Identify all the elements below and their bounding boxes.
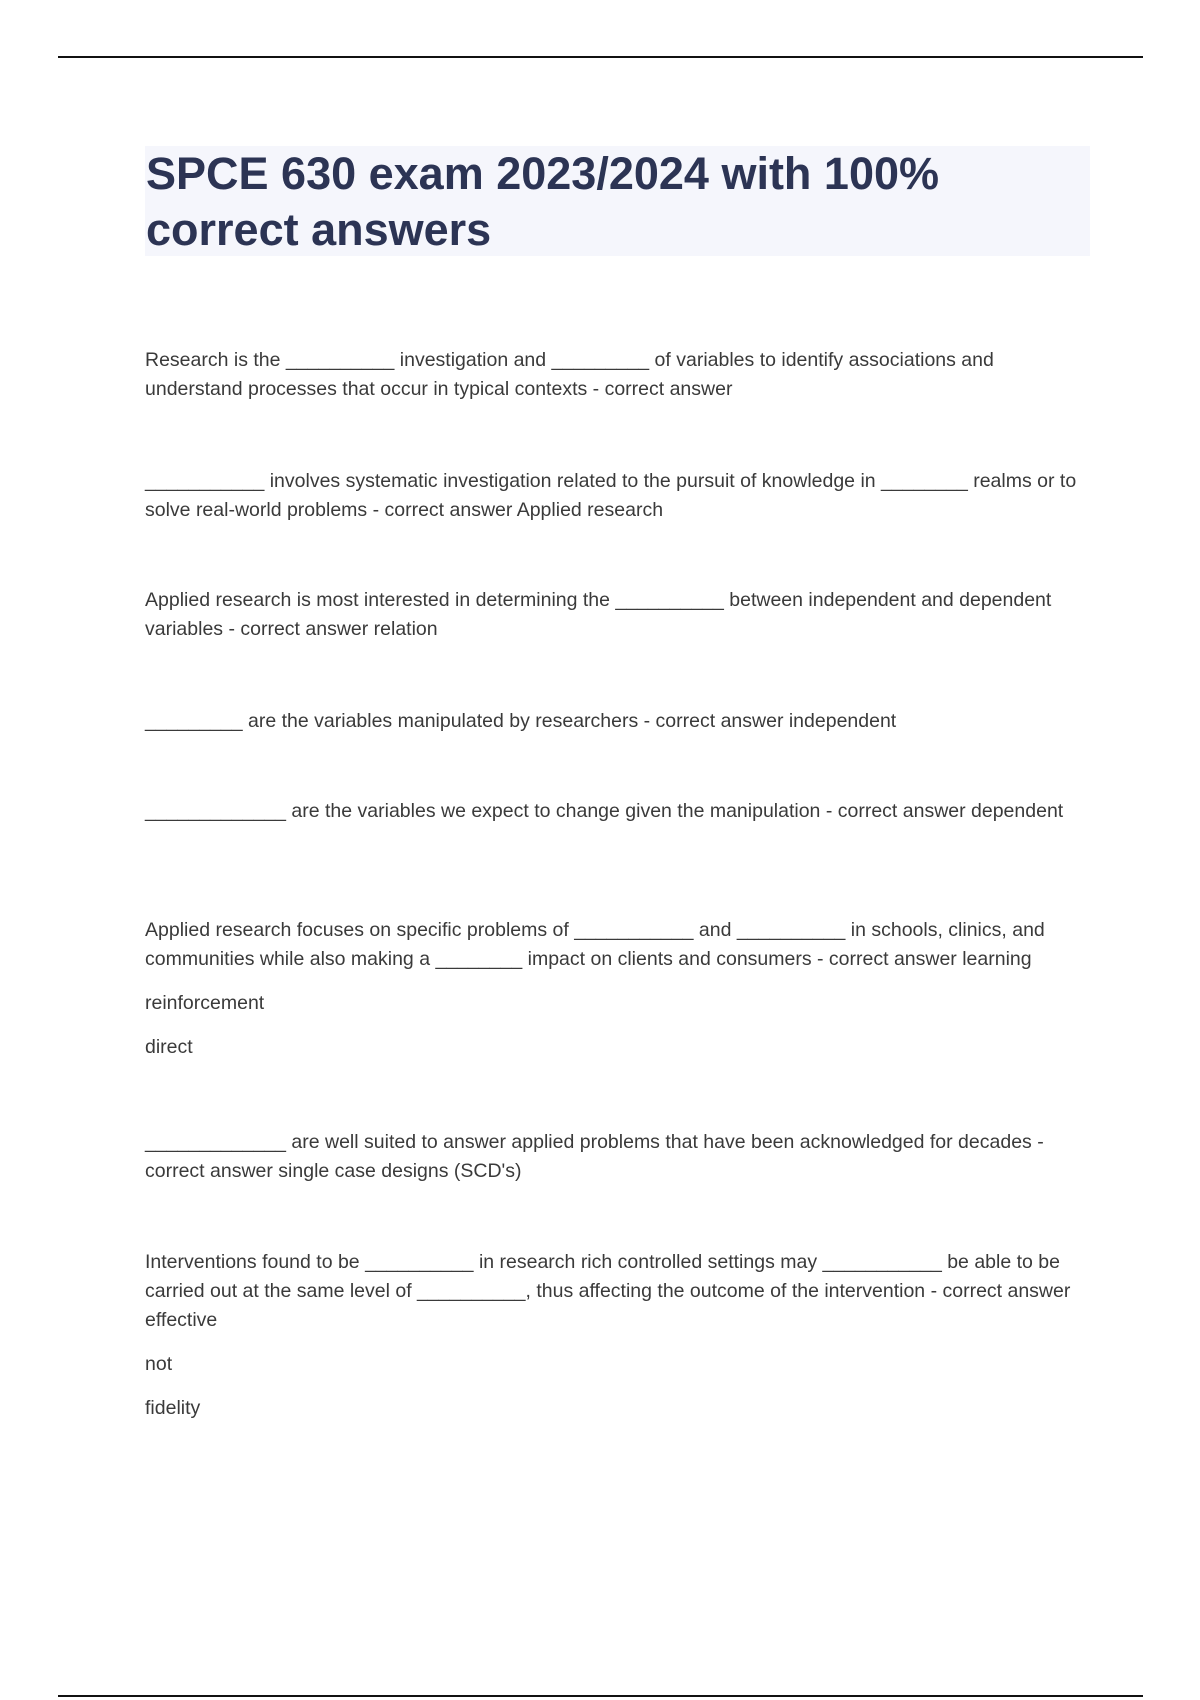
qa-question: Applied research focuses on specific problems of ___________ and __________ in schools, clinics, and communities while also making a ________ impact on clients and consumers - correct answer learning: [145, 919, 1045, 970]
top-rule: [58, 56, 1143, 58]
qa-question: _________ are the variables manipulated by researchers - correct answer independent: [145, 710, 897, 732]
qa-answer: reinforcement: [145, 992, 265, 1014]
qa-answer: fidelity: [145, 1397, 201, 1419]
page-title: SPCE 630 exam 2023/2024 with 100% correct answers: [146, 148, 940, 255]
qa-answer: not: [145, 1353, 173, 1375]
qa-question: Research is the __________ investigation and _________ of variables to identify associations and understand processes that occur in typical contexts - correct answer: [145, 349, 994, 400]
qa-item: [145, 346, 1080, 404]
qa-question: Applied research is most interested in determining the __________ between independent and dependent variables - correct answer relation: [145, 589, 1052, 640]
title-banner: [145, 146, 1090, 256]
qa-item: [145, 916, 1080, 1062]
qa-question: Interventions found to be __________ in research rich controlled settings may ___________ be able to be carried out at the same level of __________, thus affecting the outcome of the intervention - correct answer effective: [145, 1251, 1071, 1331]
qa-answer: direct: [145, 1036, 193, 1058]
qa-question: ___________ involves systematic investigation related to the pursuit of knowledge in ________ realms or to solve real-world problems - correct answer Applied research: [145, 470, 1077, 521]
qa-item: [145, 1248, 1080, 1423]
qa-item: [145, 586, 1080, 644]
bottom-rule: [58, 1695, 1143, 1697]
qa-question: _____________ are the variables we expect to change given the manipulation - correct answer dependent: [145, 800, 1064, 822]
qa-item: [145, 797, 1080, 826]
qa-item: [145, 467, 1080, 525]
qa-item: [145, 707, 1080, 736]
qa-question: _____________ are well suited to answer applied problems that have been acknowledged for decades - correct answer single case designs (SCD's): [145, 1131, 1044, 1182]
qa-item: [145, 1128, 1080, 1186]
